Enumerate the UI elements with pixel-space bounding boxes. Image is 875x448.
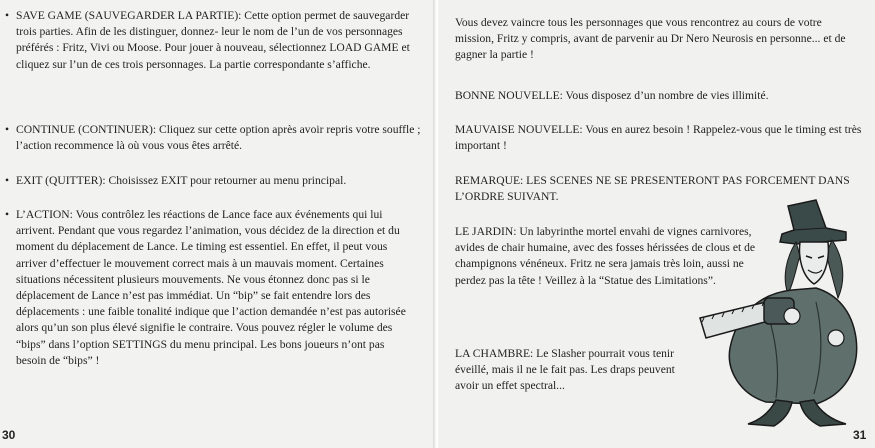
page-number-right: 31 [853,428,867,442]
page-number-left: 30 [2,428,16,442]
action-paragraph: L’ACTION: Vous contrôlez les réactions de Lance face aux événements qui lui arrivent. Pendant que vous regardez l’animation, vous décidez de la direction et du moment du déplacement de Lance. Le timing est essentiel. En effet, il peut vous arriver d’effectuer le mouvement correct mais à un mauvais moment. Certaines situations nécessitent plusieurs mouvements. Ne vous étonnez donc pas si le déplacement de Lance n’est pas immédiat. Un “bip” se fait entendre lors des déplacements : une faible tonalité indique que l’action demandée n’est pas autorisée alors qu’un son plus élevé signifie le contraire. Vous pouvez régler le volume des “bips” dans l’option SETTINGS du menu principal. Les bons joueurs n’ont pas besoin de “bips” ! [16,208,406,367]
exit-paragraph: EXIT (QUITTER): Choisissez EXIT pour retourner au menu principal. [16,174,347,187]
bad-news-paragraph: MAUVAISE NOUVELLE: Vous en aurez besoin ! Rappelez-vous que le timing est très important ! [455,123,862,153]
left-page [0,0,436,448]
bullet-dot: • [5,123,10,136]
bullet-dot: • [5,9,10,22]
good-news-paragraph: BONNE NOUVELLE: Vous disposez d’un nombre de vies illimité. [455,89,769,102]
remark-paragraph: REMARQUE: LES SCENES NE SE PRESENTERONT PAS FORCEMENT DANS L’ORDRE SUIVANT. [455,174,850,204]
garden-paragraph: LE JARDIN: Un labyrinthe mortel envahi de vignes carnivores, avides de chair humaine, avec des fosses hérissées de clous et de champignons vénéneux. Fritz ne sera jamais très loin, aussi ne perdez pas la tête ! Veillez à la “Statue des Limitations”. [455,225,756,287]
intro-paragraph: Vous devez vaincre tous les personnages que vous rencontrez au cours de votre mission, Fritz y compris, avant de parvenir au Dr Nero Neurosis en personne... et de gagner la partie ! [455,16,846,62]
save-game-paragraph: SAVE GAME (SAUVEGARDER LA PARTIE): Cette option permet de sauvegarder trois parties. Afin de les distinguer, donnez- leur le nom de l’un de vos personnages préférés : Fritz, Vivi ou Moose. Pour jouer à nouveau, sélectionnez LOAD GAME et cliquez sur l’un de ces trois personnages. La partie correspondante s’affiche. [16,9,410,71]
bedroom-paragraph: LA CHAMBRE: Le Slasher pourrait vous tenir éveillé, mais il ne le fait pas. Les draps peuvent avoir un effet spectral... [455,347,675,393]
right-page [438,0,875,448]
continue-paragraph: CONTINUE (CONTINUER): Cliquez sur cette option après avoir repris votre souffle ; l’action recommence là où vous vous êtes arrêté. [16,123,421,153]
bullet-dot: • [5,174,10,187]
bullet-dot: • [5,208,10,221]
slasher-character-illustration [696,198,874,430]
